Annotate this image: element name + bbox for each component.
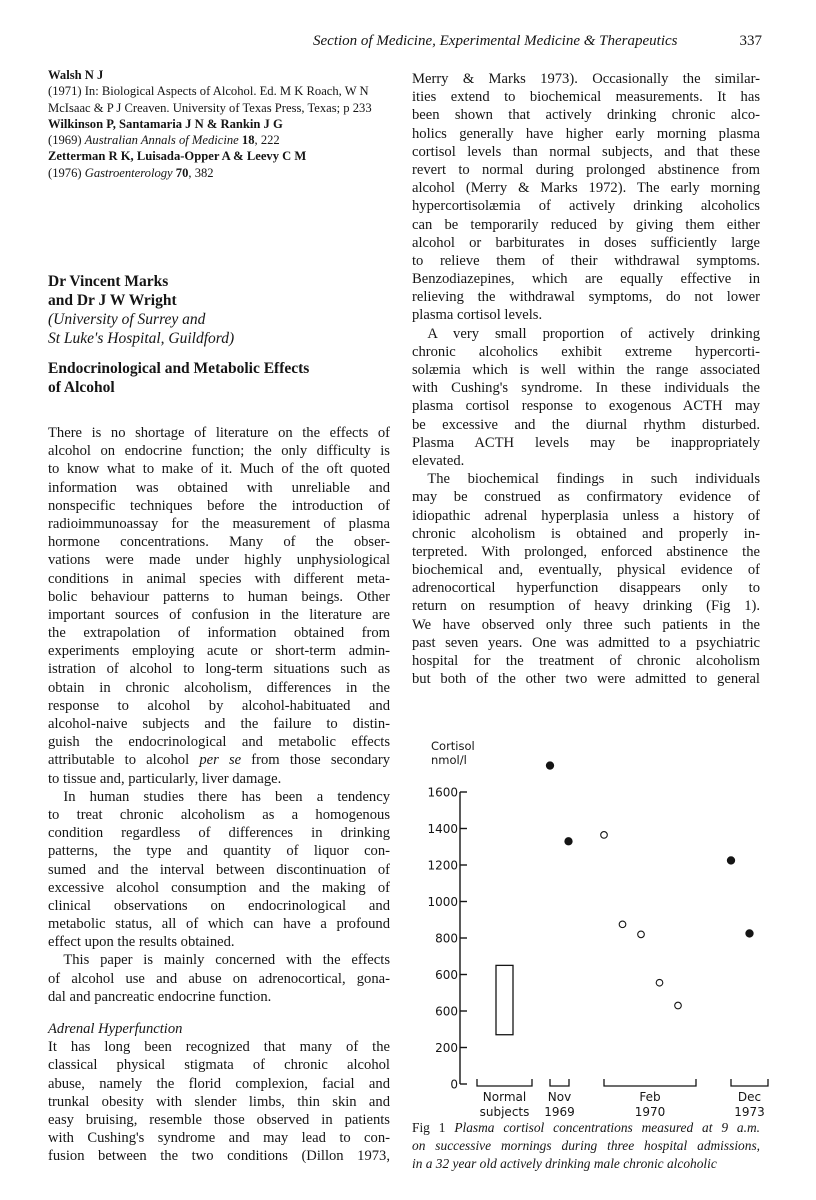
text-line: may be construed as confirmatory evidence of [412, 489, 760, 506]
figure-label: Fig 1 [412, 1120, 446, 1135]
reference-detail [48, 83, 408, 99]
text-line: hypercortisolæmia of actively drinking alcoholics [412, 198, 760, 215]
text-line: The biochemical findings in such individuals [427, 471, 760, 488]
text-line: plasma cortisol response to exogenous ACTH may [412, 398, 760, 415]
reference-text: McIsaac & P J Creaven. University of Texas Press, Texas; p 233 [48, 100, 372, 115]
reference-text: (1969) [48, 133, 85, 148]
text-line: plasma cortisol levels. [412, 307, 543, 324]
y-tick-label: 1200 [427, 858, 458, 873]
author-line: Dr Vincent Marks [48, 273, 169, 290]
reference-text: , 222 [254, 133, 280, 148]
text-line: condition regardless of differences in drinking [48, 825, 390, 842]
text-line: guish the endocrinological and metabolic effects [48, 734, 390, 751]
title-line: of Alcohol [48, 379, 115, 396]
text-line: be excessive and the diurnal rhythm disturbed. [412, 416, 760, 433]
text-line: patterns, the type and quantity of liquor con- [48, 843, 390, 860]
reference-detail [48, 165, 408, 181]
text-line: excessive alcohol consumption and the making of [48, 879, 390, 896]
data-point-open [675, 1002, 682, 1009]
text-line: We have observed only three such patients in the [412, 616, 760, 633]
text-line: relieving the withdrawal symptoms, do not lower [412, 289, 760, 306]
data-point-open [656, 979, 663, 986]
text-line: A very small proportion of actively drinking [427, 325, 760, 342]
text-line: hormone concentrations. Many of the obser- [48, 534, 390, 551]
text-line: with Cushing's syndrome and may lead to con- [48, 1130, 390, 1147]
text-line: response to alcohol by alcohol-habituated and [48, 697, 390, 714]
text-line: In human studies there has been a tendency [63, 788, 390, 805]
affiliation-line: (University of Surrey and [48, 311, 206, 328]
reference-text: 70 [172, 165, 189, 180]
text-line: hospital for the treatment of chronic alcoholism [412, 653, 760, 669]
text-line: bolic behaviour patterns to human beings. Other [48, 588, 390, 605]
group-label: Nov [547, 1090, 572, 1104]
text-line: dal and pancreatic endocrine function. [48, 988, 272, 1005]
text-line: with Cushing's syndrome. In these individuals the [412, 380, 760, 397]
section-heading: Adrenal Hyperfunction [48, 1021, 183, 1037]
reference-list [48, 67, 408, 181]
running-head [300, 33, 762, 50]
y-tick-label: 200 [435, 1041, 458, 1055]
group-label: subjects [479, 1105, 530, 1119]
text-line: cortisol levels than normal subjects, and that these [412, 143, 760, 160]
text-line: of alcohol use and abuse on adrenocortical, gona- [48, 970, 390, 987]
text-line: abuse, namely the florid complexion, facial and [48, 1075, 390, 1092]
group-label: Feb [639, 1090, 661, 1104]
text-line: Benzodiazepines, which are equally effective in [412, 271, 760, 288]
text-line: clinical observations on endocrinological and [48, 897, 390, 914]
title-line: Endocrinological and Metabolic Effects [48, 360, 310, 377]
reference-detail [48, 100, 408, 116]
text-line: return on resumption of heavy drinking (Fig 1). [412, 598, 760, 615]
affiliation-line: St Luke's Hospital, Guildford) [48, 330, 235, 347]
caption-line [412, 1119, 760, 1137]
section-title: Section of Medicine, Experimental Medicine & Therapeutics [313, 33, 678, 49]
reference-text: (1971) In: Biological Aspects of Alcohol. Ed. M K Roach, W N [48, 84, 369, 99]
data-point-filled [565, 838, 572, 845]
page-number: 337 [739, 33, 762, 49]
text-line: radioimmunoassay for the measurement of plasma [48, 515, 390, 532]
text-line: classical physical stigmata of chronic alcohol [48, 1057, 390, 1074]
caption-line: in a 32 year old actively drinking male chronic alcoholic [412, 1156, 717, 1172]
text-line: holics generally have higher early morning plasma [412, 125, 760, 142]
text-line: the extrapolation of information obtained from [48, 625, 390, 642]
text-line: metabolic status, all of which can have a profound [48, 916, 390, 933]
caption-text: Plasma cortisol concentrations measured at 9 a.m. [454, 1120, 760, 1135]
y-tick-label: 0 [450, 1077, 458, 1092]
text-line: trunkal obesity with slender limbs, thin skin and [48, 1093, 390, 1110]
figure-caption [412, 1119, 760, 1174]
text-line: alcohol (Merry & Marks 1972). The early morning [412, 180, 760, 197]
data-point-open [601, 832, 608, 839]
y-axis-label: nmol/l [431, 753, 467, 767]
text-line: sumed and the interval between discontinuation of [48, 861, 390, 878]
text-line: conditions in animal species with different meta- [48, 570, 390, 587]
text-line: obtain in chronic alcoholism, differences in the [48, 679, 390, 696]
left-column-body [48, 424, 390, 1166]
text-line: easy bruising, resemble those observed in patients [48, 1111, 390, 1128]
data-point-filled [746, 930, 753, 937]
group-bracket [550, 1079, 569, 1086]
text-line: information was obtained with unreliable and [48, 479, 390, 496]
group-label: 1973 [734, 1105, 765, 1119]
text-line: idiopathic adrenal hyperplasia unless a history of [412, 507, 760, 524]
text-line: biochemical and, eventually, physical evidence of [412, 562, 760, 579]
text-line: experiments employing acute or short-term admin- [48, 643, 390, 660]
data-point-open [638, 931, 645, 938]
data-point-filled [727, 857, 734, 864]
text-line: solæmia which is well within the range associated [412, 362, 760, 378]
author-line: and Dr J W Wright [48, 292, 177, 309]
text-line: important sources of confusion in the literature are [48, 606, 390, 623]
reference-text: Gastroenterology [84, 165, 173, 180]
text-line: This paper is mainly concerned with the effects [63, 952, 390, 969]
group-label: Dec [737, 1090, 762, 1104]
group-bracket [604, 1079, 696, 1086]
text-line: adrenocortical hyperfunction disappears only to [412, 580, 760, 597]
reference-text: (1976) [48, 165, 85, 180]
text-line: It has long been recognized that many of the [48, 1039, 390, 1056]
text-line: alcohol-naive subjects and the failure to distin- [48, 716, 390, 732]
text-line: fusion between the two conditions (Dillon 1973, [48, 1148, 390, 1165]
text-segment: per se [199, 752, 242, 769]
author-block [48, 272, 234, 348]
text-line: chronic alcoholics exhibit extreme hypercorti- [412, 343, 760, 360]
text-segment: from those secondary [241, 752, 390, 769]
normal-range-box [496, 965, 513, 1034]
group-label: 1969 [544, 1105, 575, 1119]
y-tick-label: 1400 [427, 822, 458, 836]
reference-text: , 382 [188, 165, 214, 180]
text-line: alcohol or barbiturates in doses sufficiently large [412, 234, 760, 251]
text-line: alcohol on endocrine function; the only difficulty is [48, 443, 390, 460]
y-tick-label: 600 [435, 968, 458, 982]
text-line: effect upon the results obtained. [48, 934, 235, 951]
text-line: chronic alcoholism is obtained and properly in- [412, 525, 760, 542]
reference-authors: Walsh N J [48, 68, 104, 82]
text-line: to know what to make of it. Much of the oft quoted [48, 461, 390, 478]
right-column-body [412, 70, 760, 688]
text-line: terpreted. With prolonged, enforced abstinence the [412, 543, 760, 560]
text-line [48, 751, 390, 769]
text-line: but both of the other two were admitted to general [412, 671, 760, 688]
text-line: ities extend to biochemical measurements. It has [412, 89, 760, 106]
group-label: 1970 [634, 1105, 666, 1119]
reference-detail [48, 132, 408, 148]
y-axis-label: Cortisol [431, 739, 475, 753]
text-line: nonspecific techniques before the introduction of [48, 497, 390, 514]
group-label: Normal [482, 1090, 527, 1104]
text-line: There is no shortage of literature on the effects of [48, 425, 390, 441]
text-line: Plasma ACTH levels may be inappropriately [412, 434, 760, 451]
y-tick-label: 800 [435, 931, 458, 946]
text-line: to relieve them of their withdrawal symptoms. [412, 252, 760, 269]
y-tick-label: 1000 [427, 895, 458, 909]
reference-text: Australian Annals of Medicine [84, 133, 239, 148]
reference-text: 18 [238, 133, 255, 148]
group-bracket [477, 1079, 532, 1086]
text-line: istration of alcohol to long-term situations such as [48, 661, 390, 678]
y-tick-label: 600 [435, 1004, 458, 1019]
data-point-filled [546, 762, 553, 769]
text-line: past seven years. One was admitted to a psychiatric [412, 634, 760, 651]
text-segment: attributable to alcohol [48, 752, 200, 769]
text-line: elevated. [412, 452, 465, 469]
y-tick-label: 1600 [427, 785, 458, 800]
text-line: to tissue and, particularly, liver damage. [48, 770, 282, 787]
reference-authors: Wilkinson P, Santamaria J N & Rankin J G [48, 116, 283, 131]
text-line: been shown that actively drinking chronic alco- [412, 107, 760, 124]
caption-line: on successive mornings during three hospital admissions, [412, 1138, 760, 1154]
article-title [48, 359, 309, 397]
text-line: revert to normal during prolonged abstinence from [412, 161, 760, 178]
text-line: to treat chronic alcoholism as a homogenous [48, 806, 390, 823]
text-line: can be temporarily reduced by giving them either [412, 216, 760, 233]
text-line: vations were made under highly unphysiological [48, 552, 390, 569]
text-line: Merry & Marks 1973). Occasionally the similar- [412, 71, 760, 87]
group-bracket [731, 1079, 768, 1086]
reference-authors: Zetterman R K, Luisada-Opper A & Leevy C M [48, 149, 307, 164]
data-point-open [619, 921, 626, 928]
